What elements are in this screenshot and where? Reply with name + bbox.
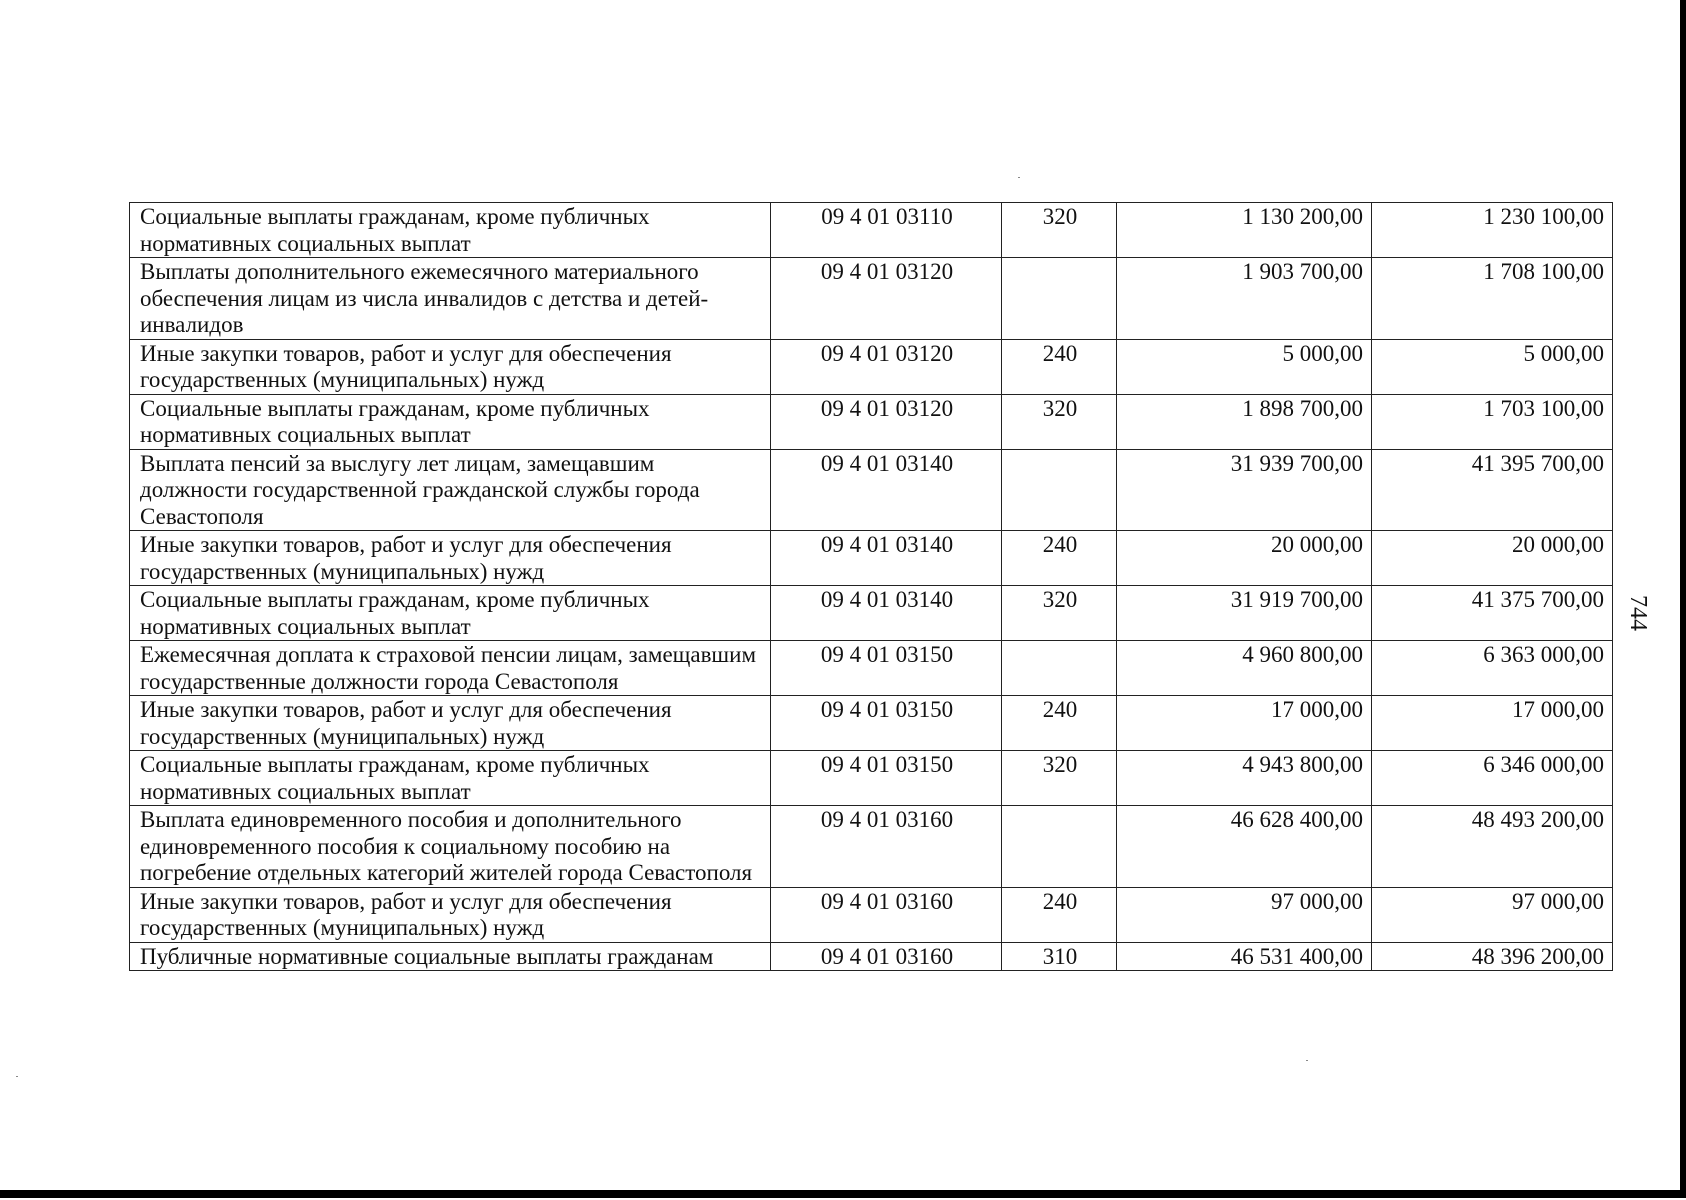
row-code: 09 4 01 03160 bbox=[771, 806, 1002, 888]
row-sum-1: 4 960 800,00 bbox=[1117, 641, 1372, 696]
row-name: Иные закупки товаров, работ и услуг для обеспечения государственных (муниципальных) нужд bbox=[130, 531, 771, 586]
row-code: 09 4 01 03120 bbox=[771, 339, 1002, 394]
row-type: 320 bbox=[1002, 203, 1117, 258]
row-sum-1: 46 531 400,00 bbox=[1117, 942, 1372, 971]
row-type: 240 bbox=[1002, 696, 1117, 751]
row-sum-2: 97 000,00 bbox=[1372, 887, 1613, 942]
budget-table bbox=[129, 202, 1613, 971]
table-row bbox=[130, 696, 1613, 751]
row-name: Социальные выплаты гражданам, кроме публичных нормативных социальных выплат bbox=[130, 394, 771, 449]
row-sum-1: 1 903 700,00 bbox=[1117, 258, 1372, 340]
row-sum-2: 20 000,00 bbox=[1372, 531, 1613, 586]
table-row bbox=[130, 531, 1613, 586]
row-type bbox=[1002, 641, 1117, 696]
table-row bbox=[130, 806, 1613, 888]
row-name: Выплата пенсий за выслугу лет лицам, замещавшим должности государственной гражданской службы города Севастополя bbox=[130, 449, 771, 531]
row-code: 09 4 01 03120 bbox=[771, 258, 1002, 340]
table-row bbox=[130, 394, 1613, 449]
row-type: 320 bbox=[1002, 751, 1117, 806]
table-row bbox=[130, 339, 1613, 394]
table-row bbox=[130, 887, 1613, 942]
row-type: 240 bbox=[1002, 887, 1117, 942]
row-type: 240 bbox=[1002, 339, 1117, 394]
page-number: 744 bbox=[1625, 595, 1651, 631]
row-code: 09 4 01 03140 bbox=[771, 531, 1002, 586]
row-sum-2: 48 396 200,00 bbox=[1372, 942, 1613, 971]
row-name: Социальные выплаты гражданам, кроме публичных нормативных социальных выплат bbox=[130, 751, 771, 806]
row-sum-1: 46 628 400,00 bbox=[1117, 806, 1372, 888]
row-sum-2: 41 395 700,00 bbox=[1372, 449, 1613, 531]
row-sum-2: 1 708 100,00 bbox=[1372, 258, 1613, 340]
row-name: Иные закупки товаров, работ и услуг для обеспечения государственных (муниципальных) нужд bbox=[130, 339, 771, 394]
row-name: Иные закупки товаров, работ и услуг для обеспечения государственных (муниципальных) нужд bbox=[130, 696, 771, 751]
row-sum-2: 1 230 100,00 bbox=[1372, 203, 1613, 258]
row-code: 09 4 01 03160 bbox=[771, 942, 1002, 971]
row-type: 320 bbox=[1002, 394, 1117, 449]
scan-speck bbox=[16, 1076, 18, 1077]
row-name: Публичные нормативные социальные выплаты гражданам bbox=[130, 942, 771, 971]
row-name: Социальные выплаты гражданам, кроме публичных нормативных социальных выплат bbox=[130, 203, 771, 258]
row-code: 09 4 01 03150 bbox=[771, 751, 1002, 806]
table-row bbox=[130, 586, 1613, 641]
row-sum-1: 31 939 700,00 bbox=[1117, 449, 1372, 531]
row-sum-2: 41 375 700,00 bbox=[1372, 586, 1613, 641]
row-code: 09 4 01 03150 bbox=[771, 696, 1002, 751]
row-sum-2: 48 493 200,00 bbox=[1372, 806, 1613, 888]
row-sum-1: 20 000,00 bbox=[1117, 531, 1372, 586]
row-sum-1: 31 919 700,00 bbox=[1117, 586, 1372, 641]
row-name: Выплаты дополнительного ежемесячного материального обеспечения лицам из числа инвалидов с детства и детей-инвалидов bbox=[130, 258, 771, 340]
row-code: 09 4 01 03160 bbox=[771, 887, 1002, 942]
row-type bbox=[1002, 449, 1117, 531]
row-code: 09 4 01 03150 bbox=[771, 641, 1002, 696]
row-sum-2: 17 000,00 bbox=[1372, 696, 1613, 751]
row-name: Иные закупки товаров, работ и услуг для обеспечения государственных (муниципальных) нужд bbox=[130, 887, 771, 942]
row-sum-1: 4 943 800,00 bbox=[1117, 751, 1372, 806]
row-sum-1: 5 000,00 bbox=[1117, 339, 1372, 394]
table-row bbox=[130, 641, 1613, 696]
row-name: Ежемесячная доплата к страховой пенсии лицам, замещавшим государственные должности города Севастополя bbox=[130, 641, 771, 696]
row-sum-2: 5 000,00 bbox=[1372, 339, 1613, 394]
row-sum-1: 17 000,00 bbox=[1117, 696, 1372, 751]
row-sum-2: 1 703 100,00 bbox=[1372, 394, 1613, 449]
table-row bbox=[130, 258, 1613, 340]
row-type: 310 bbox=[1002, 942, 1117, 971]
table-row bbox=[130, 751, 1613, 806]
row-code: 09 4 01 03110 bbox=[771, 203, 1002, 258]
row-type bbox=[1002, 258, 1117, 340]
row-sum-2: 6 346 000,00 bbox=[1372, 751, 1613, 806]
row-sum-1: 1 898 700,00 bbox=[1117, 394, 1372, 449]
row-sum-1: 97 000,00 bbox=[1117, 887, 1372, 942]
scan-speck bbox=[1306, 1060, 1308, 1061]
row-type: 240 bbox=[1002, 531, 1117, 586]
table-row bbox=[130, 942, 1613, 971]
row-name: Социальные выплаты гражданам, кроме публичных нормативных социальных выплат bbox=[130, 586, 771, 641]
table-row bbox=[130, 449, 1613, 531]
row-code: 09 4 01 03120 bbox=[771, 394, 1002, 449]
row-sum-2: 6 363 000,00 bbox=[1372, 641, 1613, 696]
row-name: Выплата единовременного пособия и дополнительного единовременного пособия к социальному пособию на погребение отдельных категорий жителей города Севастополя bbox=[130, 806, 771, 888]
table-row bbox=[130, 203, 1613, 258]
row-code: 09 4 01 03140 bbox=[771, 586, 1002, 641]
row-code: 09 4 01 03140 bbox=[771, 449, 1002, 531]
scan-speck bbox=[1018, 177, 1020, 178]
row-sum-1: 1 130 200,00 bbox=[1117, 203, 1372, 258]
row-type: 320 bbox=[1002, 586, 1117, 641]
row-type bbox=[1002, 806, 1117, 888]
